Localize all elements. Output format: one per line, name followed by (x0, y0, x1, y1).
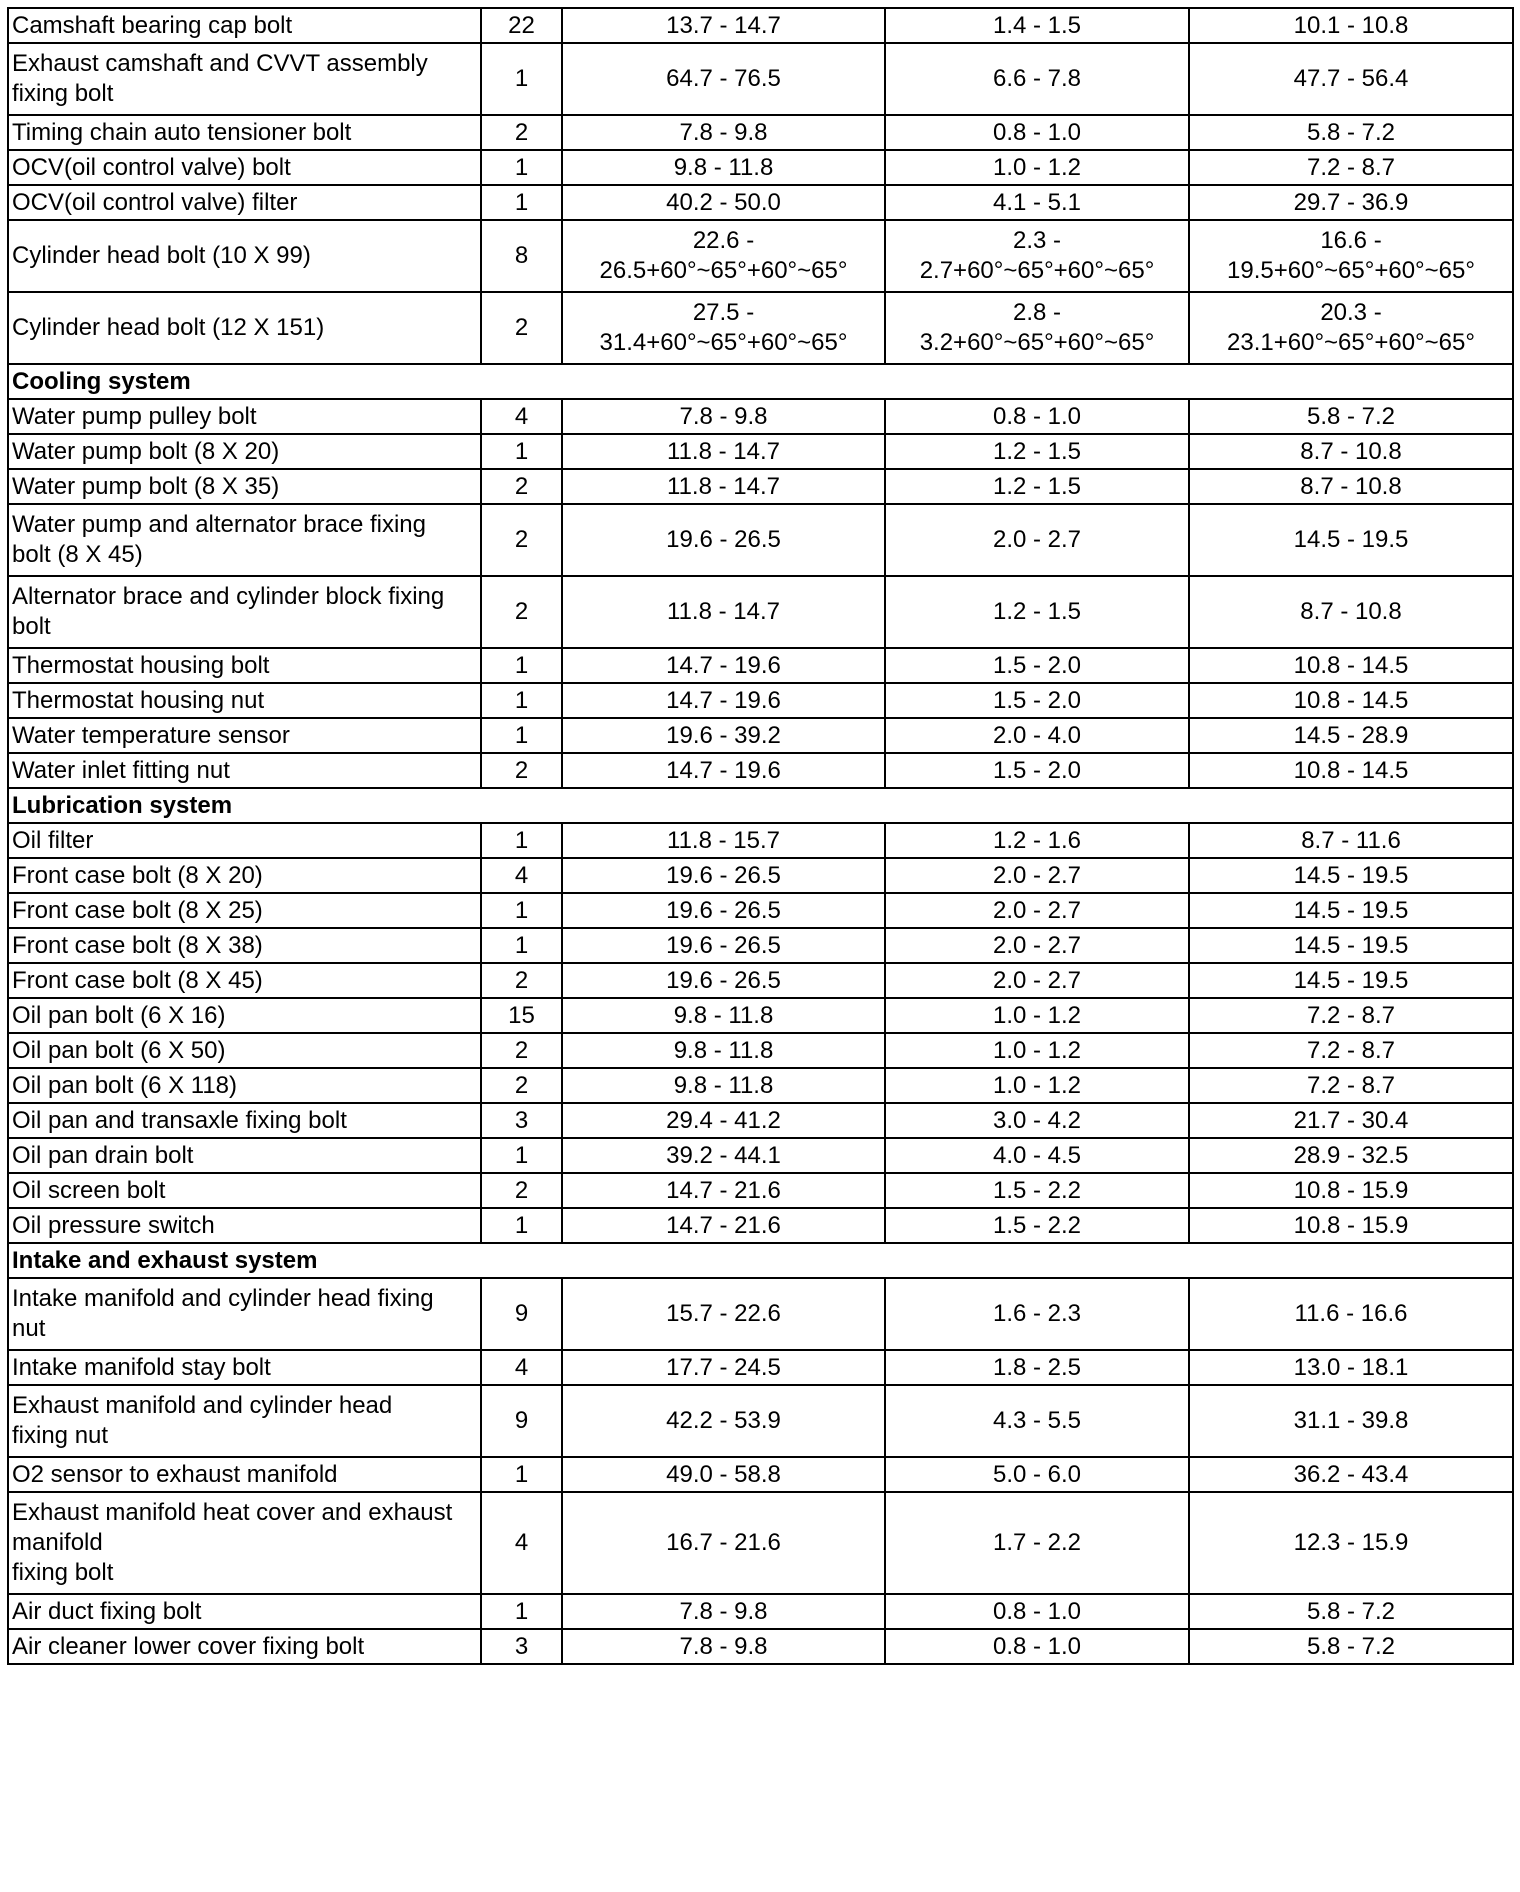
item-name-cell: OCV(oil control valve) bolt (8, 150, 481, 185)
torque-kgfm-cell: 4.3 - 5.5 (885, 1385, 1189, 1457)
table-row (8, 1629, 1513, 1664)
item-name-cell: OCV(oil control valve) filter (8, 185, 481, 220)
quantity-cell: 1 (481, 823, 562, 858)
item-name-cell: Timing chain auto tensioner bolt (8, 115, 481, 150)
table-row (8, 43, 1513, 115)
torque-nm-cell: 27.5 - 31.4+60°~65°+60°~65° (562, 292, 885, 364)
torque-kgfm-cell: 1.0 - 1.2 (885, 1068, 1189, 1103)
item-name-cell: Oil filter (8, 823, 481, 858)
item-name-cell: Intake manifold stay bolt (8, 1350, 481, 1385)
quantity-cell: 2 (481, 1033, 562, 1068)
torque-lbft-cell: 10.1 - 10.8 (1189, 8, 1513, 43)
table-row (8, 963, 1513, 998)
quantity-cell: 1 (481, 150, 562, 185)
torque-lbft-cell: 11.6 - 16.6 (1189, 1278, 1513, 1350)
torque-nm-cell: 16.7 - 21.6 (562, 1492, 885, 1594)
quantity-cell: 4 (481, 858, 562, 893)
torque-nm-cell: 7.8 - 9.8 (562, 399, 885, 434)
table-row (8, 115, 1513, 150)
table-row (8, 928, 1513, 963)
torque-kgfm-cell: 1.5 - 2.0 (885, 648, 1189, 683)
table-row (8, 998, 1513, 1033)
quantity-cell: 1 (481, 928, 562, 963)
torque-lbft-cell: 29.7 - 36.9 (1189, 185, 1513, 220)
torque-nm-cell: 29.4 - 41.2 (562, 1103, 885, 1138)
table-row (8, 292, 1513, 364)
table-row (8, 1173, 1513, 1208)
torque-lbft-cell: 8.7 - 10.8 (1189, 576, 1513, 648)
torque-kgfm-cell: 1.5 - 2.0 (885, 683, 1189, 718)
torque-lbft-cell: 21.7 - 30.4 (1189, 1103, 1513, 1138)
torque-nm-cell: 19.6 - 26.5 (562, 504, 885, 576)
quantity-cell: 2 (481, 469, 562, 504)
table-row (8, 1068, 1513, 1103)
torque-kgfm-cell: 2.0 - 2.7 (885, 928, 1189, 963)
table-row (8, 399, 1513, 434)
table-row (8, 150, 1513, 185)
item-name-cell: Front case bolt (8 X 38) (8, 928, 481, 963)
torque-kgfm-cell: 1.5 - 2.2 (885, 1208, 1189, 1243)
quantity-cell: 1 (481, 1457, 562, 1492)
torque-kgfm-cell: 0.8 - 1.0 (885, 115, 1189, 150)
quantity-cell: 4 (481, 399, 562, 434)
torque-lbft-cell: 10.8 - 14.5 (1189, 683, 1513, 718)
torque-lbft-cell: 36.2 - 43.4 (1189, 1457, 1513, 1492)
table-row (8, 753, 1513, 788)
item-name-cell: Oil pan bolt (6 X 16) (8, 998, 481, 1033)
section-header-row (8, 364, 1513, 399)
torque-kgfm-cell: 2.3 - 2.7+60°~65°+60°~65° (885, 220, 1189, 292)
torque-nm-cell: 14.7 - 19.6 (562, 648, 885, 683)
torque-nm-cell: 7.8 - 9.8 (562, 1594, 885, 1629)
torque-nm-cell: 19.6 - 26.5 (562, 893, 885, 928)
quantity-cell: 3 (481, 1103, 562, 1138)
torque-nm-cell: 7.8 - 9.8 (562, 115, 885, 150)
torque-lbft-cell: 10.8 - 15.9 (1189, 1208, 1513, 1243)
torque-lbft-cell: 5.8 - 7.2 (1189, 1594, 1513, 1629)
torque-nm-cell: 9.8 - 11.8 (562, 1068, 885, 1103)
torque-nm-cell: 7.8 - 9.8 (562, 1629, 885, 1664)
table-body (8, 8, 1513, 1664)
torque-kgfm-cell: 6.6 - 7.8 (885, 43, 1189, 115)
torque-lbft-cell: 7.2 - 8.7 (1189, 998, 1513, 1033)
torque-lbft-cell: 7.2 - 8.7 (1189, 1068, 1513, 1103)
torque-nm-cell: 42.2 - 53.9 (562, 1385, 885, 1457)
table-row (8, 1033, 1513, 1068)
torque-nm-cell: 15.7 - 22.6 (562, 1278, 885, 1350)
torque-lbft-cell: 14.5 - 19.5 (1189, 963, 1513, 998)
quantity-cell: 1 (481, 1208, 562, 1243)
item-name-cell: Exhaust camshaft and CVVT assembly fixing bolt (8, 43, 481, 115)
torque-kgfm-cell: 1.5 - 2.2 (885, 1173, 1189, 1208)
quantity-cell: 8 (481, 220, 562, 292)
quantity-cell: 22 (481, 8, 562, 43)
item-name-cell: Air cleaner lower cover fixing bolt (8, 1629, 481, 1664)
item-name-cell: Water pump and alternator brace fixing bolt (8 X 45) (8, 504, 481, 576)
torque-nm-cell: 14.7 - 19.6 (562, 683, 885, 718)
torque-kgfm-cell: 1.2 - 1.5 (885, 434, 1189, 469)
quantity-cell: 2 (481, 963, 562, 998)
quantity-cell: 2 (481, 576, 562, 648)
torque-nm-cell: 13.7 - 14.7 (562, 8, 885, 43)
torque-kgfm-cell: 4.0 - 4.5 (885, 1138, 1189, 1173)
table-row (8, 683, 1513, 718)
quantity-cell: 2 (481, 1173, 562, 1208)
torque-kgfm-cell: 1.2 - 1.5 (885, 469, 1189, 504)
torque-lbft-cell: 47.7 - 56.4 (1189, 43, 1513, 115)
torque-kgfm-cell: 0.8 - 1.0 (885, 399, 1189, 434)
torque-kgfm-cell: 0.8 - 1.0 (885, 1594, 1189, 1629)
quantity-cell: 9 (481, 1278, 562, 1350)
torque-lbft-cell: 14.5 - 19.5 (1189, 928, 1513, 963)
section-header-row (8, 1243, 1513, 1278)
quantity-cell: 4 (481, 1492, 562, 1594)
quantity-cell: 1 (481, 648, 562, 683)
table-row (8, 469, 1513, 504)
quantity-cell: 3 (481, 1629, 562, 1664)
torque-lbft-cell: 5.8 - 7.2 (1189, 399, 1513, 434)
table-row (8, 1350, 1513, 1385)
item-name-cell: O2 sensor to exhaust manifold (8, 1457, 481, 1492)
item-name-cell: Exhaust manifold heat cover and exhaust manifold fixing bolt (8, 1492, 481, 1594)
item-name-cell: Water temperature sensor (8, 718, 481, 753)
table-row (8, 220, 1513, 292)
quantity-cell: 2 (481, 115, 562, 150)
table-row (8, 893, 1513, 928)
table-row (8, 823, 1513, 858)
table-row (8, 1594, 1513, 1629)
table-row (8, 434, 1513, 469)
quantity-cell: 1 (481, 1594, 562, 1629)
torque-nm-cell: 19.6 - 39.2 (562, 718, 885, 753)
torque-lbft-cell: 5.8 - 7.2 (1189, 1629, 1513, 1664)
torque-kgfm-cell: 1.0 - 1.2 (885, 998, 1189, 1033)
section-title: Intake and exhaust system (8, 1243, 1513, 1278)
torque-nm-cell: 9.8 - 11.8 (562, 1033, 885, 1068)
table-row (8, 185, 1513, 220)
torque-lbft-cell: 14.5 - 19.5 (1189, 893, 1513, 928)
quantity-cell: 1 (481, 185, 562, 220)
torque-lbft-cell: 28.9 - 32.5 (1189, 1138, 1513, 1173)
torque-kgfm-cell: 2.0 - 2.7 (885, 893, 1189, 928)
table-row (8, 1103, 1513, 1138)
torque-lbft-cell: 8.7 - 11.6 (1189, 823, 1513, 858)
torque-nm-cell: 17.7 - 24.5 (562, 1350, 885, 1385)
torque-kgfm-cell: 2.0 - 2.7 (885, 963, 1189, 998)
item-name-cell: Front case bolt (8 X 25) (8, 893, 481, 928)
quantity-cell: 1 (481, 718, 562, 753)
torque-lbft-cell: 14.5 - 19.5 (1189, 504, 1513, 576)
torque-lbft-cell: 8.7 - 10.8 (1189, 469, 1513, 504)
quantity-cell: 2 (481, 753, 562, 788)
table-row (8, 1492, 1513, 1594)
quantity-cell: 2 (481, 1068, 562, 1103)
torque-lbft-cell: 5.8 - 7.2 (1189, 115, 1513, 150)
item-name-cell: Oil pan and transaxle fixing bolt (8, 1103, 481, 1138)
quantity-cell: 9 (481, 1385, 562, 1457)
torque-kgfm-cell: 1.2 - 1.5 (885, 576, 1189, 648)
table-row (8, 718, 1513, 753)
item-name-cell: Oil pan bolt (6 X 50) (8, 1033, 481, 1068)
torque-lbft-cell: 10.8 - 14.5 (1189, 753, 1513, 788)
table-row (8, 576, 1513, 648)
item-name-cell: Water inlet fitting nut (8, 753, 481, 788)
torque-nm-cell: 14.7 - 21.6 (562, 1208, 885, 1243)
torque-nm-cell: 9.8 - 11.8 (562, 998, 885, 1033)
quantity-cell: 1 (481, 1138, 562, 1173)
torque-nm-cell: 14.7 - 19.6 (562, 753, 885, 788)
torque-nm-cell: 14.7 - 21.6 (562, 1173, 885, 1208)
quantity-cell: 1 (481, 893, 562, 928)
torque-nm-cell: 40.2 - 50.0 (562, 185, 885, 220)
torque-lbft-cell: 12.3 - 15.9 (1189, 1492, 1513, 1594)
torque-nm-cell: 11.8 - 14.7 (562, 434, 885, 469)
item-name-cell: Water pump pulley bolt (8, 399, 481, 434)
torque-kgfm-cell: 5.0 - 6.0 (885, 1457, 1189, 1492)
torque-kgfm-cell: 0.8 - 1.0 (885, 1629, 1189, 1664)
section-title: Cooling system (8, 364, 1513, 399)
item-name-cell: Front case bolt (8 X 45) (8, 963, 481, 998)
item-name-cell: Cylinder head bolt (10 X 99) (8, 220, 481, 292)
torque-lbft-cell: 14.5 - 19.5 (1189, 858, 1513, 893)
item-name-cell: Camshaft bearing cap bolt (8, 8, 481, 43)
torque-kgfm-cell: 1.0 - 1.2 (885, 150, 1189, 185)
table-row (8, 8, 1513, 43)
item-name-cell: Alternator brace and cylinder block fixing bolt (8, 576, 481, 648)
torque-nm-cell: 9.8 - 11.8 (562, 150, 885, 185)
table-row (8, 858, 1513, 893)
torque-kgfm-cell: 1.5 - 2.0 (885, 753, 1189, 788)
torque-lbft-cell: 14.5 - 28.9 (1189, 718, 1513, 753)
torque-kgfm-cell: 1.8 - 2.5 (885, 1350, 1189, 1385)
quantity-cell: 4 (481, 1350, 562, 1385)
torque-nm-cell: 19.6 - 26.5 (562, 963, 885, 998)
quantity-cell: 1 (481, 43, 562, 115)
torque-nm-cell: 49.0 - 58.8 (562, 1457, 885, 1492)
torque-lbft-cell: 10.8 - 15.9 (1189, 1173, 1513, 1208)
torque-kgfm-cell: 4.1 - 5.1 (885, 185, 1189, 220)
item-name-cell: Oil pressure switch (8, 1208, 481, 1243)
torque-nm-cell: 11.8 - 14.7 (562, 576, 885, 648)
table-row (8, 504, 1513, 576)
item-name-cell: Thermostat housing nut (8, 683, 481, 718)
torque-kgfm-cell: 1.6 - 2.3 (885, 1278, 1189, 1350)
torque-nm-cell: 11.8 - 15.7 (562, 823, 885, 858)
quantity-cell: 2 (481, 292, 562, 364)
torque-kgfm-cell: 2.0 - 4.0 (885, 718, 1189, 753)
torque-spec-table (7, 7, 1514, 1665)
torque-lbft-cell: 16.6 - 19.5+60°~65°+60°~65° (1189, 220, 1513, 292)
torque-nm-cell: 19.6 - 26.5 (562, 928, 885, 963)
torque-kgfm-cell: 1.4 - 1.5 (885, 8, 1189, 43)
item-name-cell: Oil pan bolt (6 X 118) (8, 1068, 481, 1103)
torque-nm-cell: 22.6 - 26.5+60°~65°+60°~65° (562, 220, 885, 292)
item-name-cell: Air duct fixing bolt (8, 1594, 481, 1629)
quantity-cell: 15 (481, 998, 562, 1033)
torque-lbft-cell: 20.3 - 23.1+60°~65°+60°~65° (1189, 292, 1513, 364)
torque-kgfm-cell: 2.0 - 2.7 (885, 858, 1189, 893)
torque-lbft-cell: 7.2 - 8.7 (1189, 150, 1513, 185)
torque-lbft-cell: 31.1 - 39.8 (1189, 1385, 1513, 1457)
torque-lbft-cell: 7.2 - 8.7 (1189, 1033, 1513, 1068)
item-name-cell: Cylinder head bolt (12 X 151) (8, 292, 481, 364)
item-name-cell: Front case bolt (8 X 20) (8, 858, 481, 893)
quantity-cell: 1 (481, 683, 562, 718)
torque-nm-cell: 19.6 - 26.5 (562, 858, 885, 893)
table-row (8, 1138, 1513, 1173)
table-row (8, 1208, 1513, 1243)
section-title: Lubrication system (8, 788, 1513, 823)
item-name-cell: Oil pan drain bolt (8, 1138, 481, 1173)
torque-kgfm-cell: 1.0 - 1.2 (885, 1033, 1189, 1068)
quantity-cell: 2 (481, 504, 562, 576)
item-name-cell: Oil screen bolt (8, 1173, 481, 1208)
torque-lbft-cell: 10.8 - 14.5 (1189, 648, 1513, 683)
torque-lbft-cell: 8.7 - 10.8 (1189, 434, 1513, 469)
table-row (8, 1457, 1513, 1492)
section-header-row (8, 788, 1513, 823)
torque-kgfm-cell: 2.0 - 2.7 (885, 504, 1189, 576)
item-name-cell: Exhaust manifold and cylinder head fixing nut (8, 1385, 481, 1457)
table-row (8, 648, 1513, 683)
torque-kgfm-cell: 1.7 - 2.2 (885, 1492, 1189, 1594)
item-name-cell: Thermostat housing bolt (8, 648, 481, 683)
table-row (8, 1385, 1513, 1457)
torque-nm-cell: 64.7 - 76.5 (562, 43, 885, 115)
item-name-cell: Water pump bolt (8 X 20) (8, 434, 481, 469)
quantity-cell: 1 (481, 434, 562, 469)
torque-nm-cell: 11.8 - 14.7 (562, 469, 885, 504)
torque-kgfm-cell: 3.0 - 4.2 (885, 1103, 1189, 1138)
table-row (8, 1278, 1513, 1350)
item-name-cell: Water pump bolt (8 X 35) (8, 469, 481, 504)
torque-nm-cell: 39.2 - 44.1 (562, 1138, 885, 1173)
torque-lbft-cell: 13.0 - 18.1 (1189, 1350, 1513, 1385)
item-name-cell: Intake manifold and cylinder head fixing nut (8, 1278, 481, 1350)
torque-kgfm-cell: 2.8 - 3.2+60°~65°+60°~65° (885, 292, 1189, 364)
torque-kgfm-cell: 1.2 - 1.6 (885, 823, 1189, 858)
